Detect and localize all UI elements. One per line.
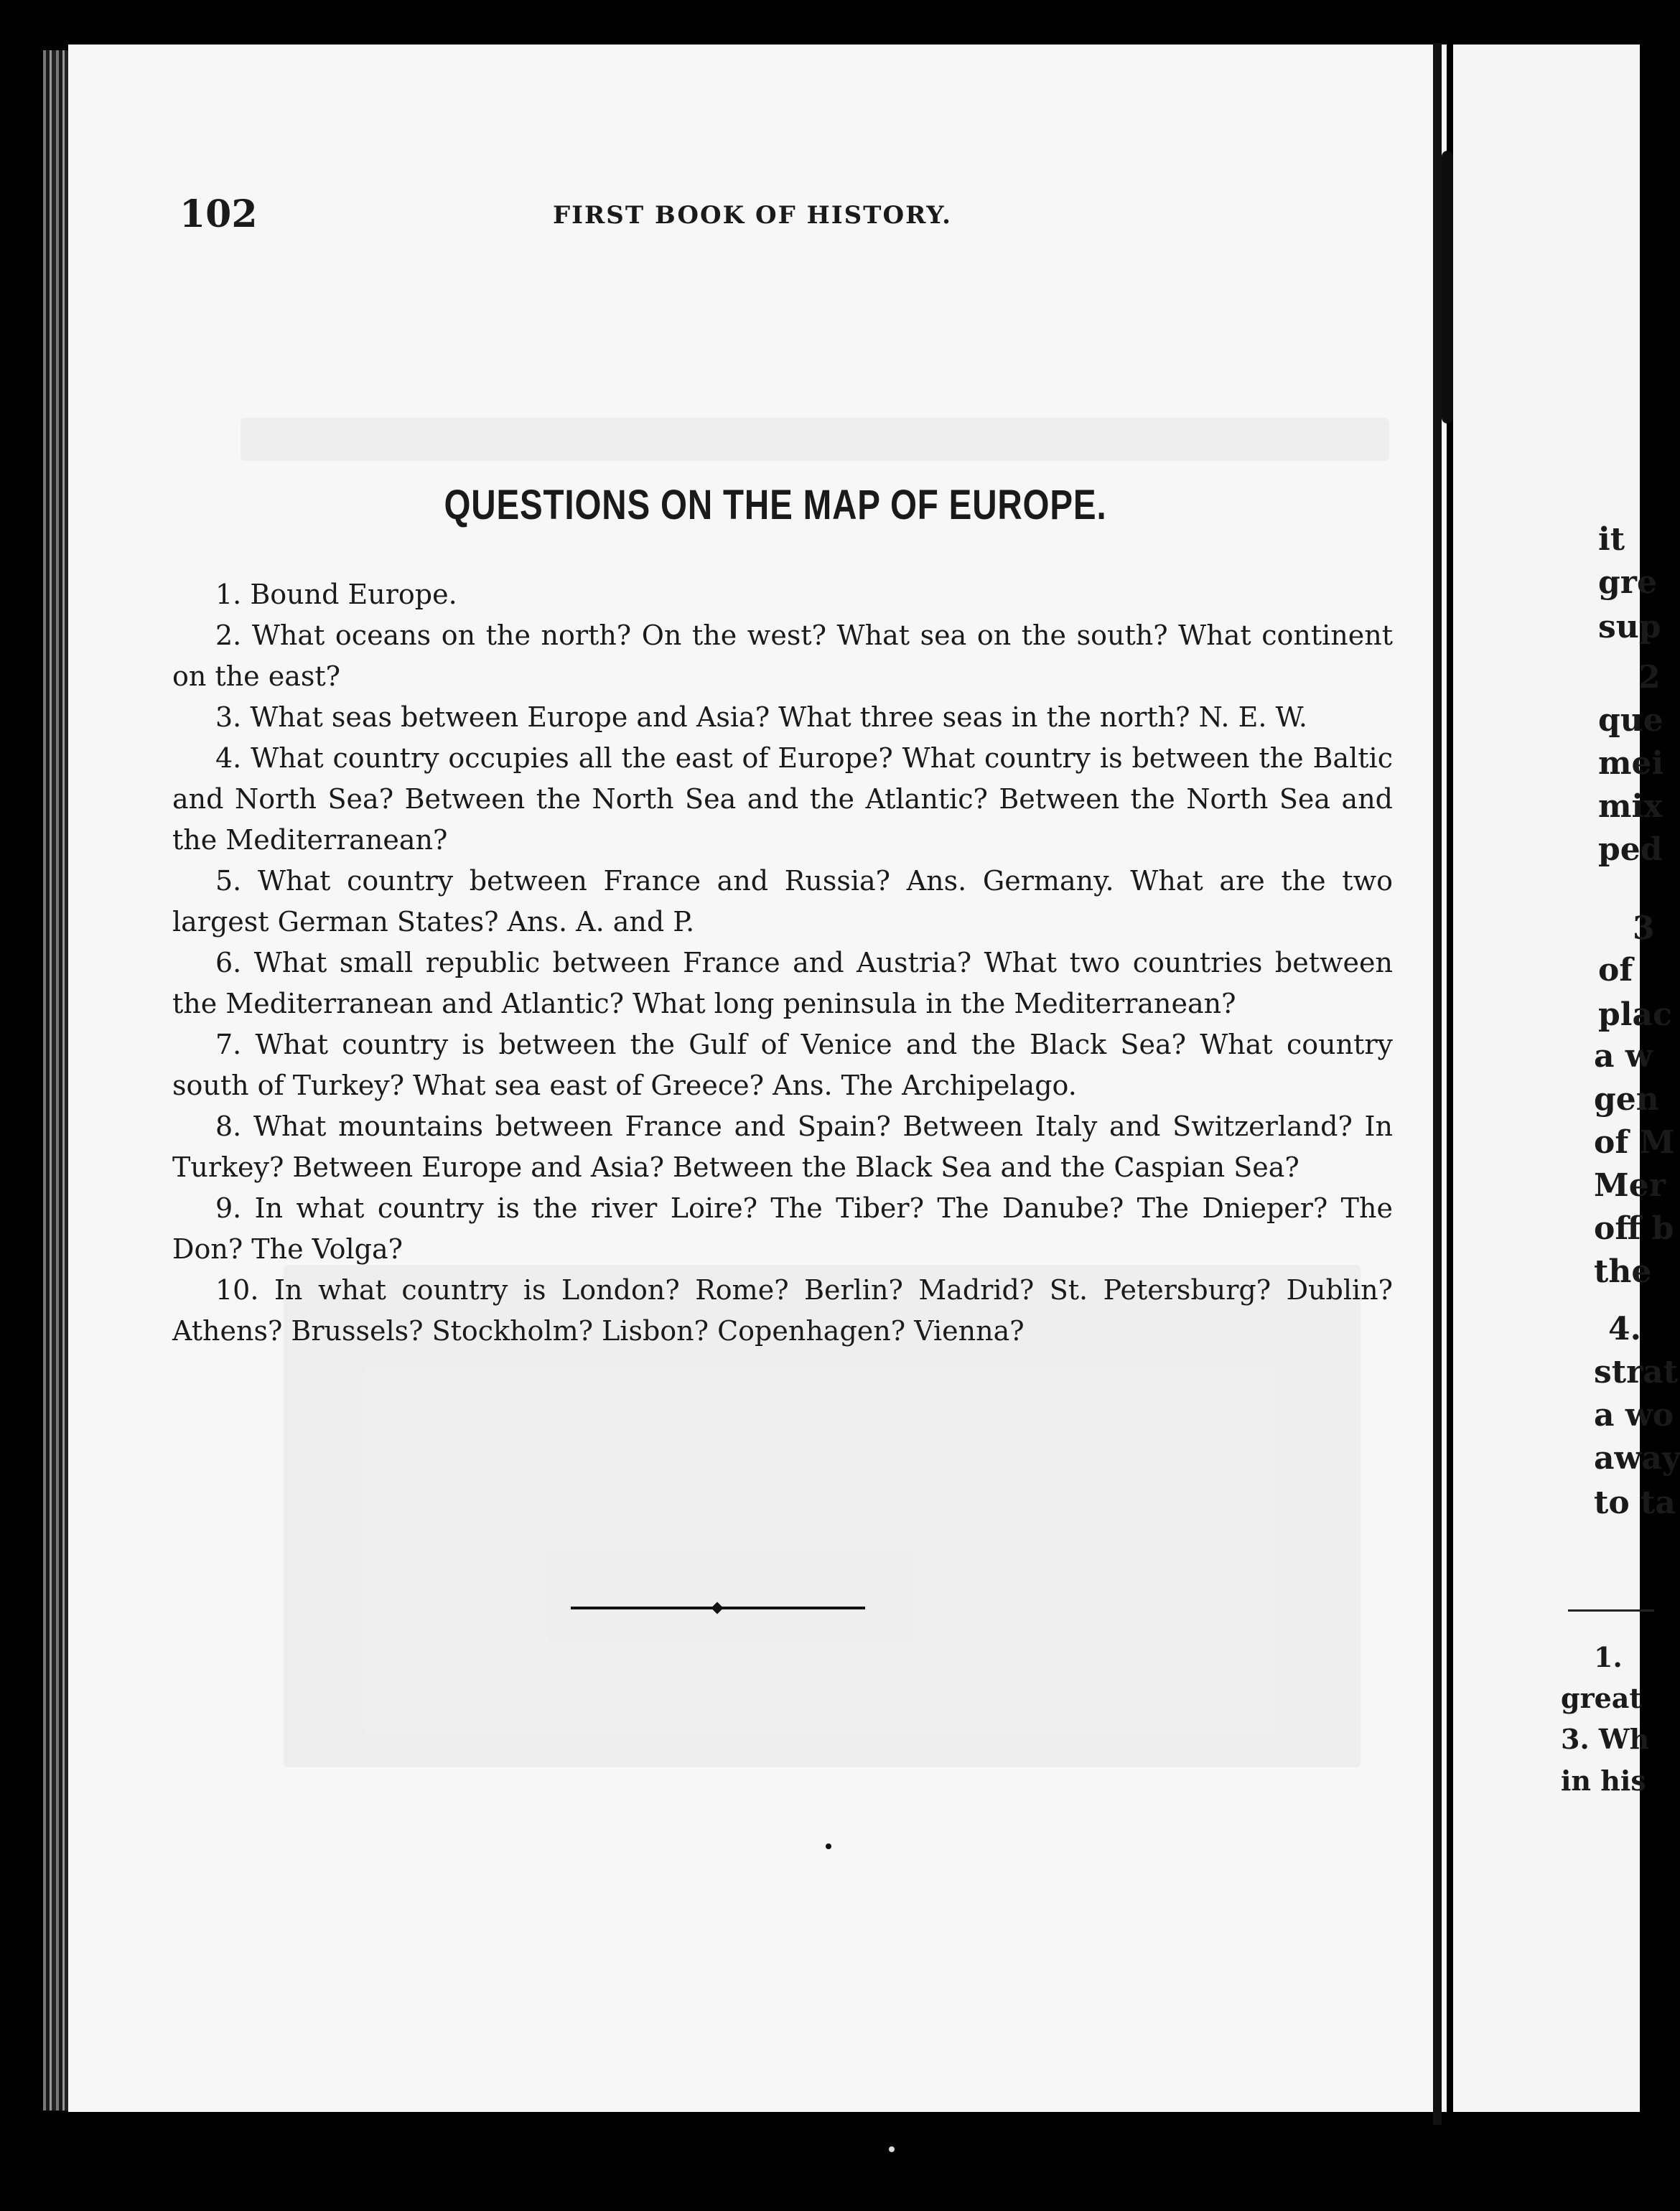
question-text: What oceans on the north? On the west? What sea on the south? What continent on the east? <box>172 620 1393 692</box>
question-text: In what country is the river Loire? The Tiber? The Danube? The Dnieper? The Don? The Volga? <box>172 1192 1393 1265</box>
right-page-text: 1. <box>1594 1641 1623 1673</box>
right-page-text: off b <box>1594 1210 1674 1247</box>
right-page-text: strat <box>1594 1354 1679 1390</box>
question-item <box>172 861 1393 943</box>
right-page-text: the <box>1594 1253 1652 1290</box>
question-item <box>172 1024 1393 1106</box>
question-number: 3. <box>215 701 242 733</box>
bookmark-ribbon <box>1442 151 1453 424</box>
right-page-fragment <box>1453 45 1680 2112</box>
right-page-text: mei <box>1598 745 1664 782</box>
ink-speck <box>889 2146 895 2152</box>
question-item <box>172 697 1393 738</box>
section-title: QUESTIONS ON THE MAP OF EUROPE. <box>444 482 1107 528</box>
footnote-rule <box>1568 1609 1654 1612</box>
question-number: 9. <box>215 1192 242 1224</box>
right-page-text: a w <box>1594 1038 1653 1075</box>
question-text: What country occupies all the east of Europe? What country is between the Baltic and North Sea? Between the North Sea and the Atlantic? Between the North Sea and the Mediterranean? <box>172 742 1393 856</box>
right-page-text: of <box>1598 952 1633 988</box>
right-page-text: mix <box>1598 788 1663 825</box>
question-item <box>172 574 1393 615</box>
right-page-text: gre <box>1598 564 1657 601</box>
question-number: 6. <box>215 947 242 978</box>
page-number: 102 <box>179 192 258 236</box>
question-item <box>172 943 1393 1024</box>
question-text: What mountains between France and Spain? Between Italy and Switzerland? In Turkey? Between Europe and Asia? Between the Black Sea and the Caspian Sea? <box>172 1111 1393 1183</box>
right-page-text: it <box>1598 521 1625 558</box>
question-text: What seas between Europe and Asia? What three seas in the north? N. E. W. <box>250 701 1307 733</box>
show-through-shadow <box>241 418 1389 461</box>
right-page-text: 3 <box>1633 910 1655 947</box>
question-item <box>172 1106 1393 1188</box>
right-page-text: sup <box>1598 609 1661 645</box>
question-number: 4. <box>215 742 242 774</box>
question-text: What country between France and Russia? Ans. Germany. What are the two largest German States? Ans. A. and P. <box>172 865 1393 938</box>
right-page-text: great <box>1561 1682 1642 1714</box>
question-item <box>172 1270 1393 1352</box>
question-number: 7. <box>215 1029 242 1060</box>
right-page-text: to ta <box>1594 1485 1676 1521</box>
question-item <box>172 1188 1393 1270</box>
question-number: 10. <box>215 1274 259 1306</box>
question-text: What small republic between France and Austria? What two countries between the Mediterranean and Atlantic? What long peninsula in the Mediterranean? <box>172 947 1393 1019</box>
question-list <box>172 574 1393 1352</box>
question-item <box>172 738 1393 861</box>
book-spine <box>1433 43 1442 2125</box>
right-page-text: 3. Wh <box>1561 1723 1650 1755</box>
question-number: 5. <box>215 865 242 897</box>
running-title: FIRST BOOK OF HISTORY. <box>553 201 953 230</box>
question-number: 2. <box>215 620 242 651</box>
right-page-text: in his <box>1561 1764 1646 1797</box>
question-text: What country is between the Gulf of Venice and the Black Sea? What country south of Turkey? What sea east of Greece? Ans. The Archipelago. <box>172 1029 1393 1101</box>
right-page-text: Mer <box>1594 1167 1666 1204</box>
right-page-text: away <box>1594 1440 1680 1477</box>
question-number: 1. <box>215 579 242 610</box>
right-page-text: plac <box>1598 996 1672 1033</box>
right-page-text: a wo <box>1594 1397 1674 1434</box>
question-text: In what country is London? Rome? Berlin? Madrid? St. Petersburg? Dublin? Athens? Brussels? Stockholm? Lisbon? Copenhagen? Vienna? <box>172 1274 1393 1347</box>
question-text: Bound Europe. <box>250 579 457 610</box>
running-header <box>179 192 1357 243</box>
divider-diamond-icon <box>711 1602 724 1614</box>
right-page-text: ped <box>1598 831 1663 868</box>
right-page-text: 4. <box>1608 1311 1641 1347</box>
right-page-text: of M <box>1594 1124 1675 1161</box>
question-number: 8. <box>215 1111 242 1142</box>
section-divider-ornament <box>571 1603 865 1613</box>
question-item <box>172 615 1393 697</box>
right-page-text: gen <box>1594 1081 1659 1118</box>
right-page-text: 2 <box>1638 659 1661 696</box>
ink-speck <box>826 1843 831 1849</box>
right-page-text: que <box>1598 702 1663 739</box>
